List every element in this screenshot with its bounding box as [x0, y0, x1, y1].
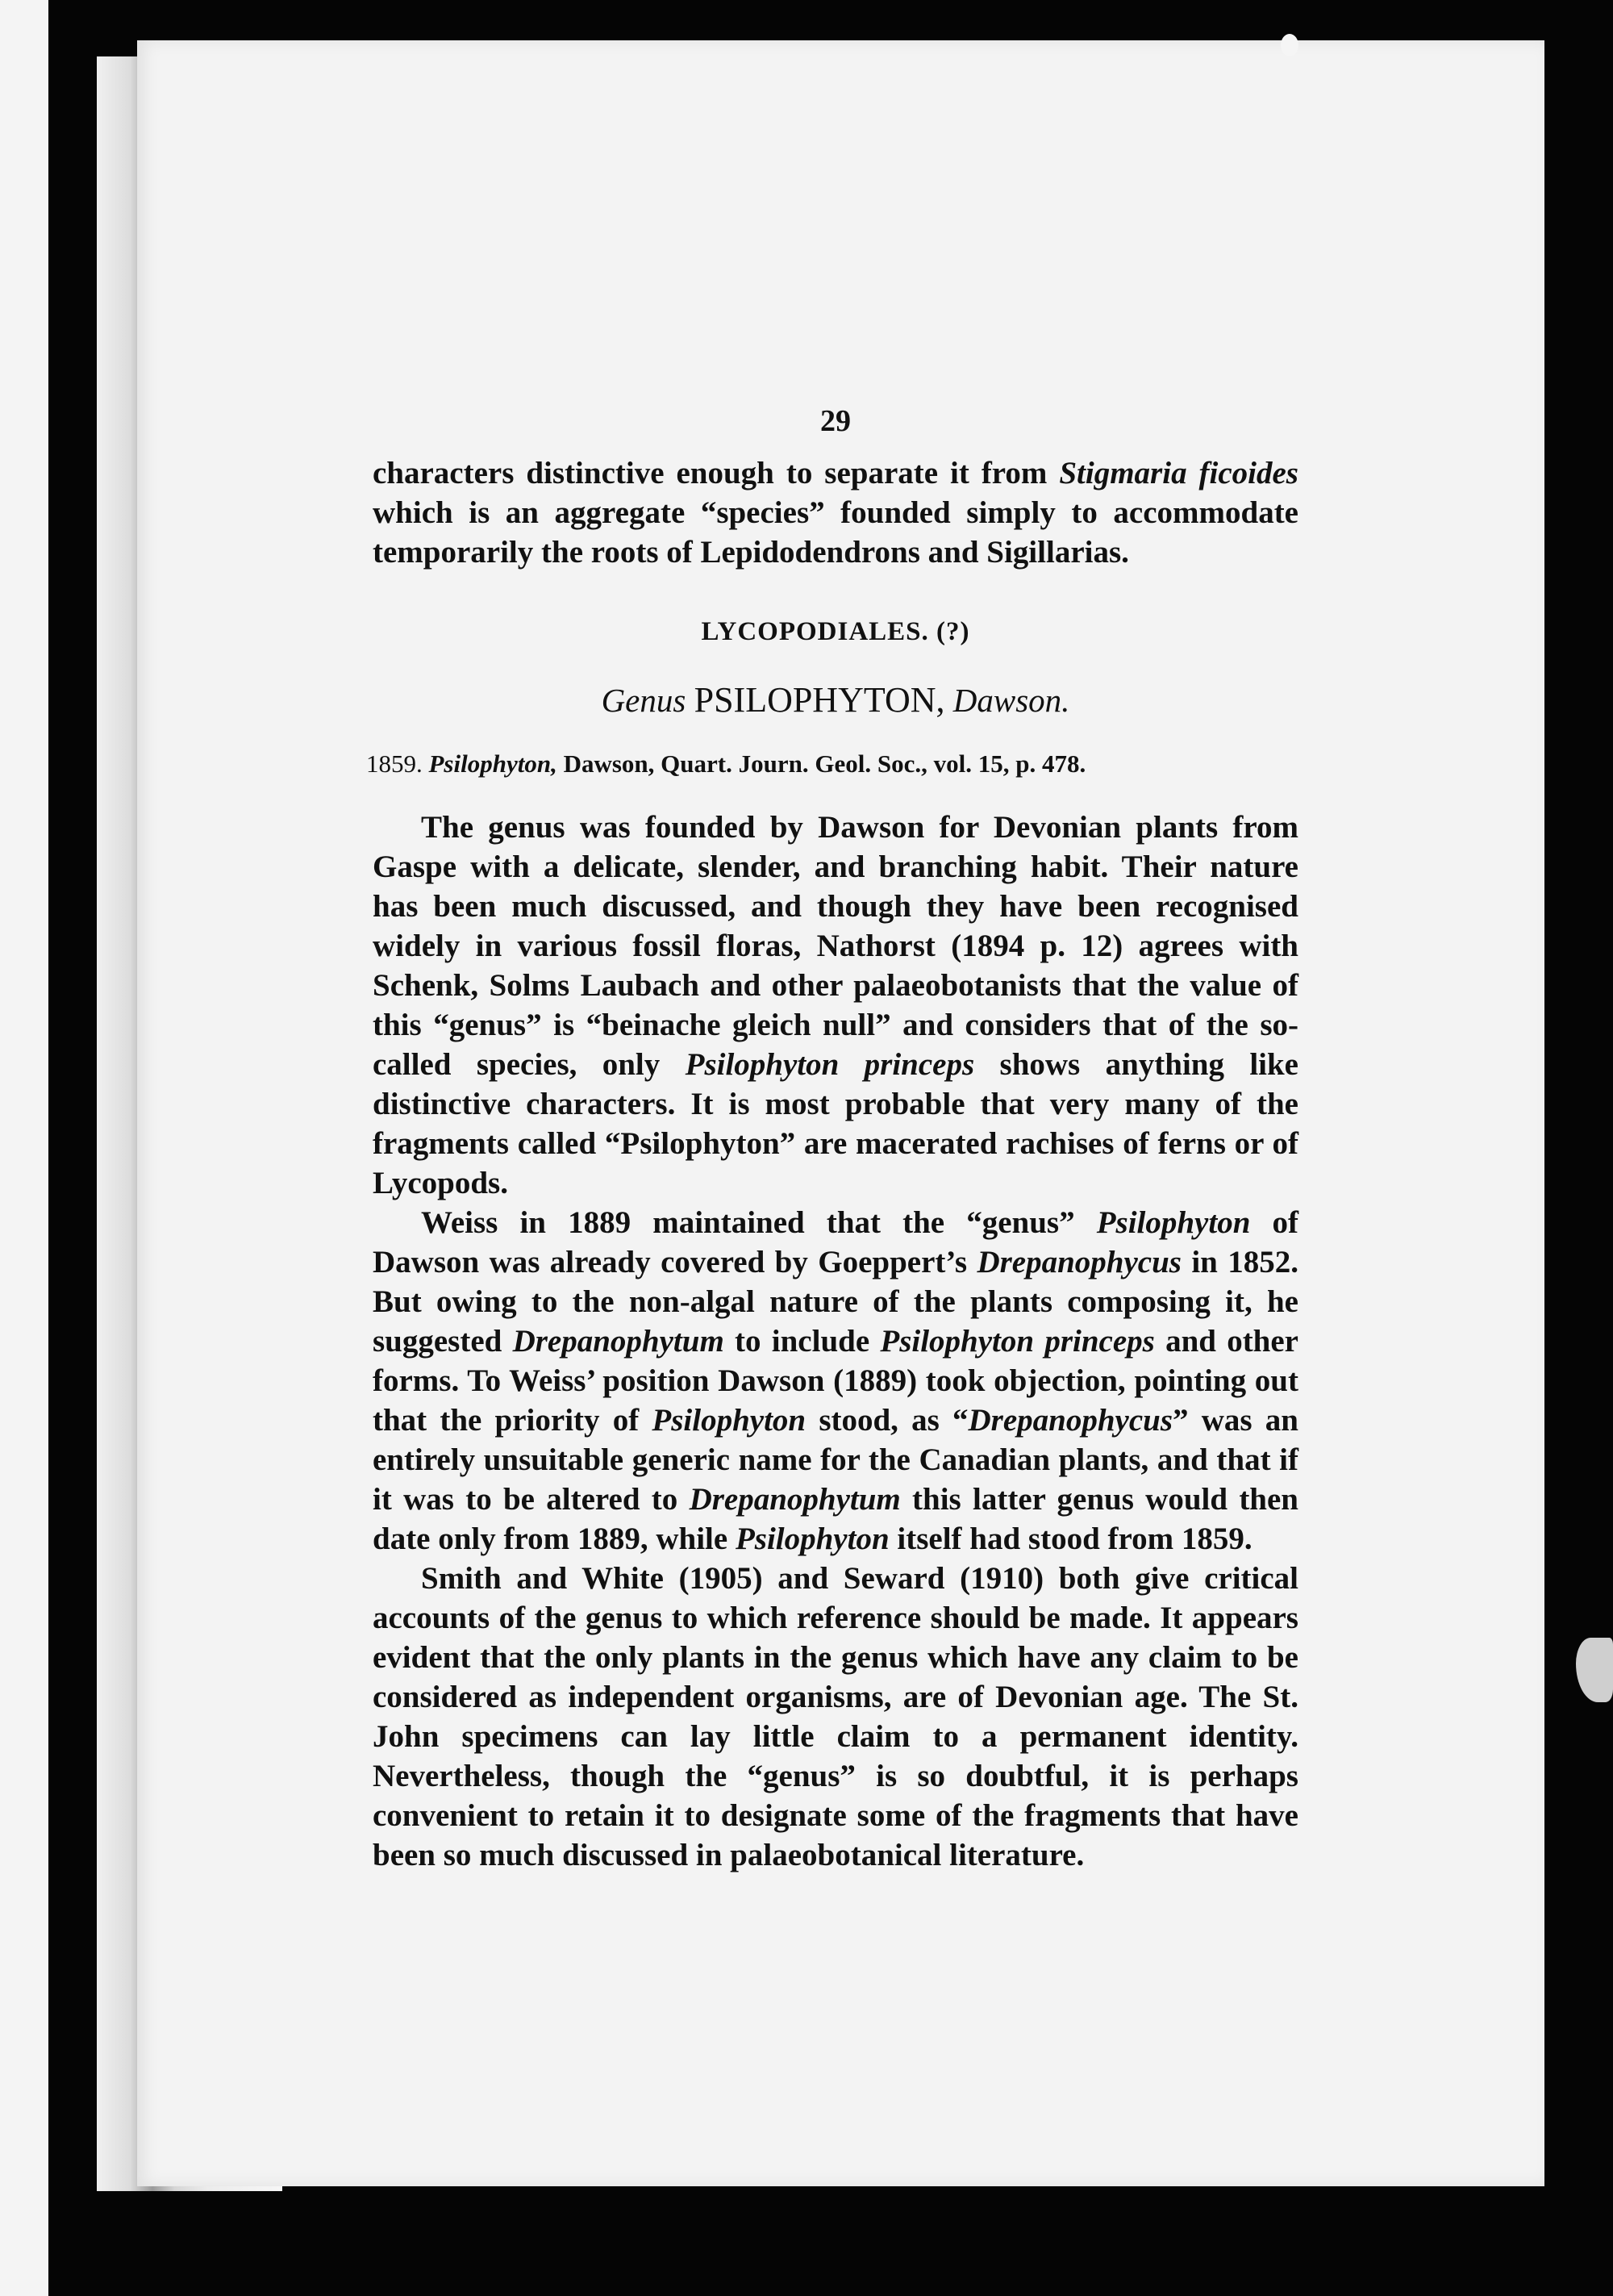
text-run: shows anything like distinctive characters. It is most probable that very many of the fragments called “Psilophyton” are macerated rachises of ferns or of Lycopods. — [373, 1047, 1298, 1200]
italic-taxon: Drepanophytum — [512, 1324, 724, 1359]
italic-taxon: Drepanophycus — [968, 1403, 1173, 1438]
text-run: in 1852. But owing to the non-algal nature of the plants composing it, he suggested — [373, 1245, 1298, 1359]
text-run: to include — [723, 1324, 881, 1359]
scan-artifact — [1576, 1638, 1613, 1702]
paragraph-1 — [373, 808, 1298, 1203]
genus-prefix: Genus — [601, 682, 686, 719]
left-page-edge — [0, 0, 48, 2296]
citation-reference: Dawson, Quart. Journ. Geol. Soc., vol. 15, p. 478. — [556, 749, 1086, 778]
text-run: The genus was founded by Dawson for Devonian plants from Gaspe with a delicate, slender, and branching habit. Their nature has been much discussed, and though they have been recognised widely in various fossil floras, Nathorst (1894 p. 12) agrees with Schenk, Solms Laubach and other palaeobotanists that the value of this “genus” is “beinache gleich null” and considers that of the so-called species, only — [373, 810, 1298, 1082]
text-run: which is an aggregate “species” founded simply to accommodate temporarily the roots of Lepidodendrons and Sigillarias. — [373, 495, 1298, 570]
italic-taxon: Psilophyton princeps — [685, 1047, 975, 1082]
text-run: Weiss in 1889 maintained that the “genus” — [421, 1205, 1097, 1240]
paragraph-2 — [373, 1203, 1298, 1559]
text-run: ” was an entirely unsuitable generic name for the Canadian plants, and that if it was to be altered to — [373, 1403, 1298, 1517]
paragraph-3: Smith and White (1905) and Seward (1910) both give critical accounts of the genus to which reference should be made. It appears evident that the only plants in the genus which have any claim to be considered as independent organisms, are of Devonian age. The St. John specimens can lay little claim to a permanent identity. Nevertheless, though the “genus” is so doubtful, it is perhaps convenient to retain it to designate some of the fragments that have been so much discussed in palaeobotanical literature. — [373, 1561, 1298, 1872]
citation-genus: Psilophyton, — [428, 749, 557, 778]
intro-paragraph — [373, 453, 1298, 572]
citation — [366, 749, 1298, 779]
italic-taxon: Psilophyton — [652, 1403, 806, 1438]
genus-line — [373, 679, 1298, 720]
page-content — [366, 403, 1298, 1875]
text-run: and other forms. To Weiss’ position Dawson (1889) took objection, pointing out that the priority of — [373, 1324, 1298, 1438]
italic-taxon: Psilophyton — [1096, 1205, 1251, 1240]
italic-taxon: Stigmaria ficoides — [1059, 456, 1298, 491]
text-run: itself had stood from 1859. — [889, 1522, 1252, 1556]
italic-taxon: Drepanophycus — [977, 1245, 1182, 1279]
text-run: this latter genus would then date only from 1889, while — [373, 1482, 1298, 1556]
text-run: characters distinctive enough to separate it from — [373, 456, 1060, 491]
italic-taxon: Drepanophytum — [689, 1482, 901, 1517]
text-run: stood, as “ — [806, 1403, 969, 1438]
citation-year: 1859. — [366, 749, 423, 778]
scan-speck — [1281, 34, 1298, 56]
page-number: 29 — [820, 404, 851, 438]
text-run: of Dawson was already covered by Goeppert’s — [373, 1205, 1298, 1279]
section-heading: LYCOPODIALES. (?) — [701, 617, 970, 646]
genus-author: Dawson. — [952, 682, 1070, 719]
italic-taxon: Psilophyton — [735, 1522, 890, 1556]
genus-name: PSILOPHYTON, — [694, 680, 945, 720]
italic-taxon: Psilophyton princeps — [880, 1324, 1155, 1359]
